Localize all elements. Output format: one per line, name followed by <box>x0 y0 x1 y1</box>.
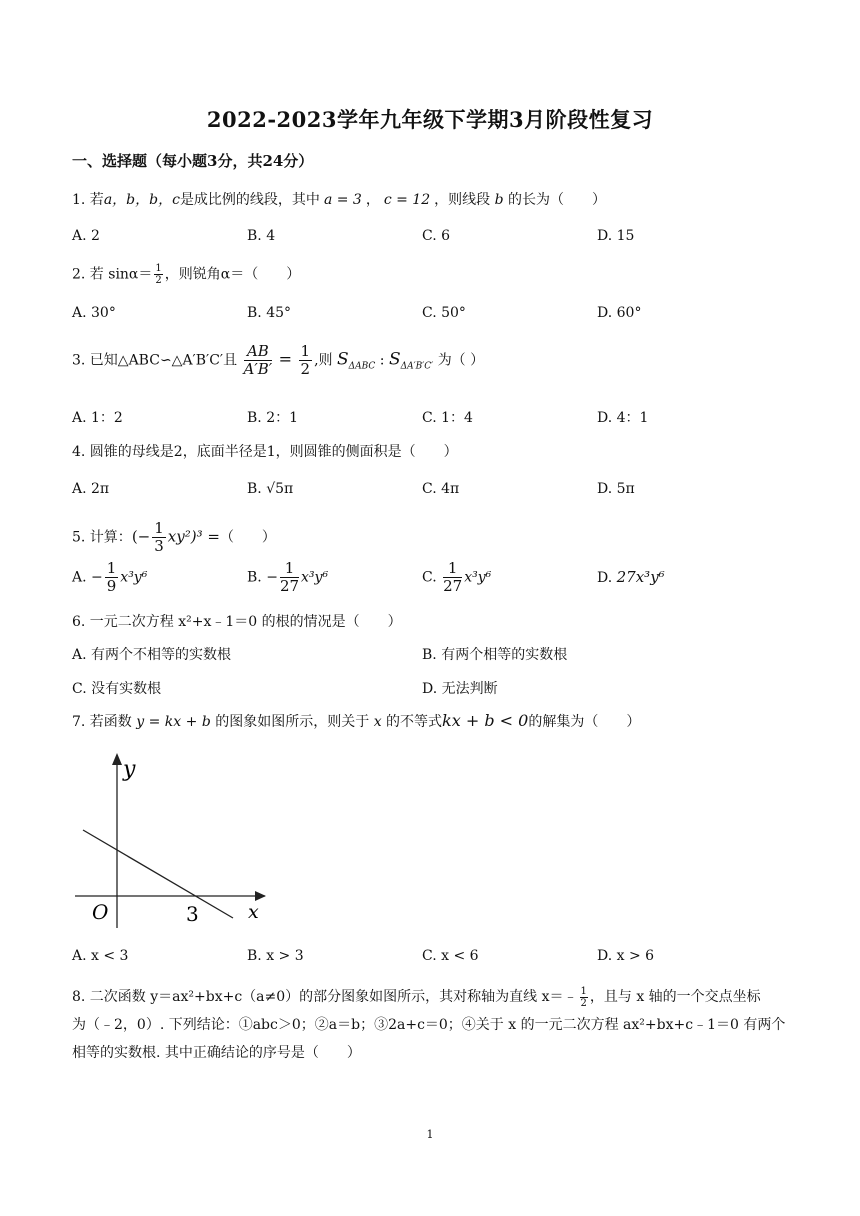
q5-option-d: D. 27x³y⁶ <box>597 568 665 586</box>
fraction: $\frac{1}{27}$ <box>279 559 300 595</box>
q4-option-b: B. √5π <box>247 481 294 497</box>
q7-option-c: C. x < 6 <box>422 948 479 964</box>
fraction: $\frac{1}{2}$ <box>300 342 311 378</box>
q1-option-a: A. 2 <box>72 228 100 244</box>
y-axis-arrow <box>112 753 122 765</box>
fraction: $\frac{AB}{A'B'}$ <box>243 342 273 378</box>
q7-option-d: D. x > 6 <box>597 948 655 964</box>
q1-option-b: B. 4 <box>247 228 276 244</box>
fraction: $\frac{1}{2}$ <box>580 985 587 1009</box>
question-5: 5. 计算：(− $\frac{1}{3}$ xy²)³ =（ ） <box>72 519 276 555</box>
q2-option-b: B. 45° <box>247 305 292 321</box>
question-7: 7. 若函数 y = kx + b 的图象如图所示，则关于 x 的不等式kx + b < 0的解集为（ ） <box>72 711 641 730</box>
x-axis-label: x <box>248 901 259 923</box>
fraction: $\frac{1}{3}$ <box>154 519 164 555</box>
q4-option-d: D. 5π <box>597 481 635 497</box>
fraction: $\frac{1}{9}$ <box>106 559 117 595</box>
question-8 <box>72 983 788 1067</box>
fraction: $\frac{1}{2}$ <box>155 263 162 286</box>
q7-option-a: A. x < 3 <box>72 948 129 964</box>
q7-option-b: B. x > 3 <box>247 948 304 964</box>
q4-option-c: C. 4π <box>422 481 460 497</box>
q8-line-3: 相等的实数根. 其中正确结论的序号是（ ） <box>72 1045 361 1061</box>
q1-option-c: C. 6 <box>422 228 451 244</box>
q5-option-c: C. $\frac{1}{27}$ x³y⁶ <box>422 559 492 595</box>
linear-function-graph <box>70 748 275 933</box>
question-3: 3. 已知△ABC∽△A′B′C′且 $\frac{AB}{A'B'}$ = $\frac{1}{2}$ ,则 $S_{\Delta ABC}$ : $S_{\Delta A'B'C'}$ 为（ ） <box>72 342 485 378</box>
question-1: 1. 若a，b，b，c是成比例的线段，其中 a = 3 ， c = 12 ，则线段 b 的长为（ ） <box>72 192 606 208</box>
question-6: 6. 一元二次方程 x²+x﹣1＝0 的根的情况是（ ） <box>72 614 402 630</box>
q2-option-a: A. 30° <box>72 305 116 321</box>
x-axis-arrow <box>255 891 266 901</box>
x-intercept-label: 3 <box>186 902 199 926</box>
fraction: $\frac{1}{27}$ <box>443 559 463 595</box>
q3-option-c: C. 1：4 <box>422 410 473 426</box>
question-2: 2. 若 sinα＝ $\frac{1}{2}$ ，则锐角α＝（ ） <box>72 263 301 286</box>
q2-option-c: C. 50° <box>422 305 466 321</box>
q3-option-b: B. 2：1 <box>247 410 299 426</box>
origin-label: O <box>92 900 109 924</box>
q5-option-a: A. − $\frac{1}{9}$ x³y⁶ <box>72 559 148 595</box>
page-title: 2022-2023学年九年级下学期3月阶段性复习 <box>206 107 654 132</box>
question-4: 4. 圆锥的母线是2，底面半径是1，则圆锥的侧面积是（ ） <box>72 444 458 460</box>
q8-line-1: 8. 二次函数 y＝ax²+bx+c（a≠0）的部分图象如图所示，其对称轴为直线 x＝﹣ $\frac{1}{2}$ ，且与 x 轴的一个交点坐标 <box>72 985 761 1009</box>
q8-line-2: 为（﹣2，0）. 下列结论：①abc＞0；②a＝b；③2a+c＝0；④关于 x 的一元二次方程 ax²+bx+c﹣1＝0 有两个 <box>72 1017 786 1033</box>
q3-option-a: A. 1：2 <box>72 410 123 426</box>
q6-option-b: B. 有两个相等的实数根 <box>422 647 568 663</box>
q6-option-a: A. 有两个不相等的实数根 <box>72 647 232 663</box>
q1-option-d: D. 15 <box>597 228 635 244</box>
y-axis-label: y <box>123 757 136 782</box>
q6-option-c: C. 没有实数根 <box>72 681 162 697</box>
q6-option-d: D. 无法判断 <box>422 681 498 697</box>
page-number: 1 <box>426 1128 434 1141</box>
section-heading: 一、选择题（每小题3分，共24分） <box>72 152 314 170</box>
q3-option-d: D. 4：1 <box>597 410 649 426</box>
q2-option-d: D. 60° <box>597 305 642 321</box>
q4-option-a: A. 2π <box>72 481 110 497</box>
q5-option-b: B. − $\frac{1}{27}$ x³y⁶ <box>247 559 329 595</box>
